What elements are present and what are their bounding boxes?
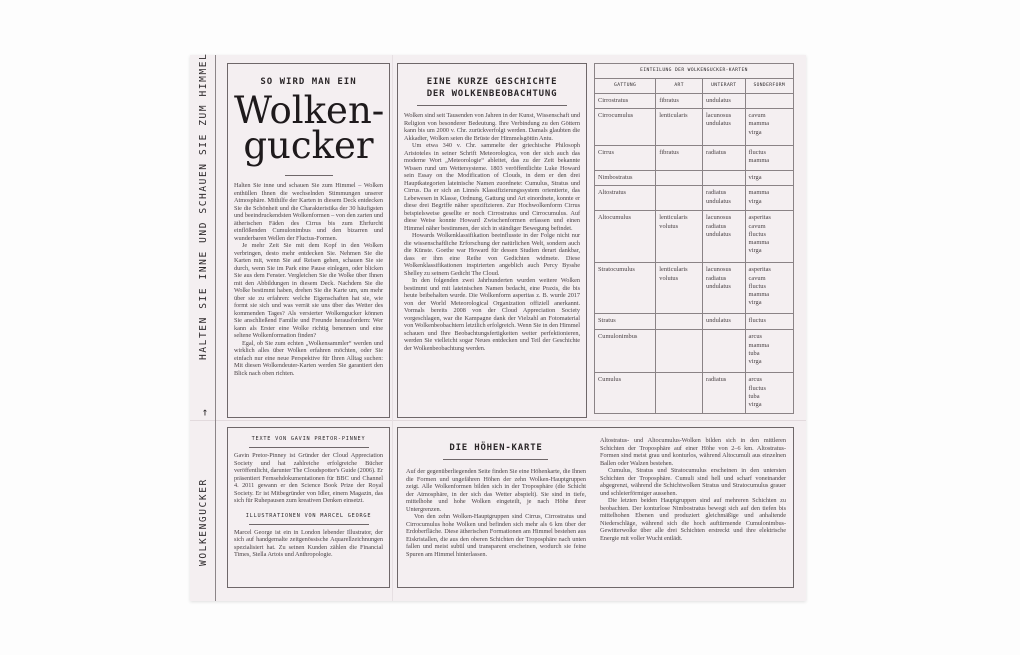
art-cell <box>656 373 703 414</box>
vertical-fold <box>392 55 393 601</box>
credits-panel <box>227 427 390 588</box>
unterart-cell <box>703 171 746 186</box>
gattung-cell: Altostratus <box>595 186 656 211</box>
gattung-cell: Cumulus <box>595 373 656 414</box>
art-cell: fibratus <box>656 146 703 171</box>
paragraph: Cumulus, Stratus und Stratocumulus erscheinen in den untersten Schichten der Troposphäre. Cumuli sind hell und scharf voneinander abgegrenzt, während die Schichtwolken Stratus und Stratocumulus grauer und schleierförmiger aussehen. <box>600 467 786 497</box>
sonderform-cell <box>745 94 793 109</box>
col-unterart: UNTERART <box>703 79 746 94</box>
sonderform-cell: virga <box>745 171 793 186</box>
sonderform-cell: mamma virga <box>745 186 793 211</box>
paragraph: Altostratus- und Altocumulus-Wolken bilden sich in den mittleren Schichten der Troposphäre auf einer Höhe von 2–6 km. Altostratus-Formen sind meist grau und konturlos, während Altocumuli aus einzelnen Ballen oder Walzen bestehen. <box>600 437 786 467</box>
table-title: EINTEILUNG DER WOLKENGUCKER-KARTEN <box>595 64 794 79</box>
unterart-cell: radiatus undulatus <box>703 186 746 211</box>
art-cell <box>656 171 703 186</box>
title-line-2: gucker <box>243 124 374 167</box>
history-panel <box>397 63 587 418</box>
classification-table-panel <box>594 63 794 414</box>
horizontal-fold <box>190 420 806 421</box>
illustrations-credit-body: Marcel George ist ein in London lebender Illustrator, der sich auf handgemalte zeitgenössische Aquarellzeichnungen spezialisiert hat. Zu seinen Kunden zählen die Financial Times, Stella Artois und Anthropologie. <box>234 528 383 558</box>
history-text <box>404 112 580 352</box>
texts-credit-title: TEXTE VON GAVIN PRETOR-PINNEY <box>251 436 366 442</box>
sonderform-cell: arcus mamma tuba virga <box>745 330 793 373</box>
table-row <box>595 314 794 330</box>
sonderform-cell: cavum mamma virga <box>745 109 793 146</box>
gattung-cell: Cirrus <box>595 146 656 171</box>
art-cell: lenticularis volutus <box>656 211 703 263</box>
heights-panel <box>397 427 794 588</box>
paragraph: In den folgenden zwei Jahrhunderten wurden weitere Wolken bestimmt und mit lateinischen Namen bedacht, eine Praxis, die bis heute beibehalten wurde. Die Wolkenform asperitas z. B. wurde 2017 von der World Meteorological Organization offiziell anerkannt. Vormals bereits 2008 von der Cloud Appreciation Society vorgeschlagen, war die Kampagne dank der Vielzahl an Fotomaterial von Wolkenbeobachtern letztlich erfolgreich. Wenn Sie in den Himmel schauen und Ihre Beobachtungsfertigkeiten weiter perfektionieren, werden Sie vielleicht sogar Neues entdecken und Teil der Geschichte der Wolkenbeobachtung werden. <box>404 277 580 352</box>
intro-title <box>234 89 385 167</box>
table-row <box>595 263 794 314</box>
paragraph: Je mehr Zeit Sie mit dem Kopf in den Wolken verbringen, desto mehr entdecken Sie. Nehmen Sie die Karten mit, wenn Sie auf Reisen gehen, schauen Sie sie durch, wenn Sie im Park eine Pause einlegen, oder blicken Sie aus dem Fenster. Vergleichen Sie die Wolke über Ihnen mit den Abbildungen in diesem Deck. Nachdem Sie die Wolke bestimmt haben, drehen Sie die Karte um, um mehr über sie zu erfahren: welche Eigenschaften hat sie, wie formt sie sich und was verrät sie uns über das Wetter des kommenden Tages? Als versierter Wolkengucker können Sie anschließend Familie und Freunde herausfordern: Wer kann als Erster eine Wolke richtig benennen und eine seltene Wolkenformation finden? <box>234 242 383 339</box>
gattung-cell: Cirrostratus <box>595 94 656 109</box>
paragraph: Howards Wolkenklassifikation beeinflusste in der Folge nicht nur die wissenschaftliche Erforschung der natürlichen Welt, sondern auch die Künste. Goethe war Howard für dessen Studien derart dankbar, dass er ihm eine Reihe von Gedichten widmete. Diese Wolkenklassifikationen inspirierten angeblich auch Percy Bysshe Shelley zu seinem Gedicht The Cloud. <box>404 232 580 277</box>
history-title: EINE KURZE GESCHICHTE DER WOLKENBEOBACHTUNG <box>426 77 558 99</box>
art-cell: lenticularis <box>656 109 703 146</box>
table-row <box>595 171 794 186</box>
intro-kicker: SO WIRD MAN EIN <box>260 77 357 87</box>
col-sonderform: SONDERFORM <box>745 79 793 94</box>
divider <box>443 459 548 460</box>
paragraph: Egal, ob Sie zum echten „Wolkensammler“ werden und wirklich alles über Wolken erfahren möchten, oder Sie einfach nur eine neue Perspektive für Ihren Alltag suchen: Mit diesen Wolkendeuter-Karten werden Sie garantiert den Blick nach oben richten. <box>234 339 383 377</box>
divider <box>249 524 369 525</box>
sonderform-cell: fluctus <box>745 314 793 330</box>
strip-brand: WOLKENGUCKER <box>198 478 209 566</box>
table-row <box>595 211 794 263</box>
table-row <box>595 146 794 171</box>
gattung-cell: Cirrocumulus <box>595 109 656 146</box>
classification-table <box>594 63 794 414</box>
col-gattung: GATTUNG <box>595 79 656 94</box>
divider <box>249 447 369 448</box>
unterart-cell: radiatus <box>703 146 746 171</box>
title-line-1: Wolken- <box>234 89 385 132</box>
arrow-icon: → <box>198 407 211 416</box>
paragraph: Die letzten beiden Hauptgruppen sind auf mehreren Schichten zu beobachten. Der konturlose Nimbostratus bewegt sich auf den tiefen bis mittelhohen Ebenen und produziert gleichmäßige und anhaltende Niederschläge, während sich die hoch auftürmende Cumulonimbus-Gewitterwolke über alle drei Schichten erstreckt und ihre elektrische Energie mit voller Wucht entlädt. <box>600 497 786 542</box>
art-cell: fibratus <box>656 94 703 109</box>
table-row <box>595 109 794 146</box>
divider <box>285 175 333 176</box>
table-row <box>595 330 794 373</box>
sonderform-cell: asperitas cavum fluctus mamma virga <box>745 263 793 314</box>
paragraph: Von den zehn Wolken-Hauptgruppen sind Cirrus, Cirrostratus und Cirrocumulus hohe Wolken und befinden sich mehr als 6 km über der Erdoberfläche. Diese ätherischen Formationen am Himmel bestehen aus Eiskristallen, die aus den oberen Schichten der Troposphäre nach unten fallen und meist subtil und transparent erscheinen, wodurch sie feine Spuren am Himmel hinterlassen. <box>406 513 586 558</box>
gattung-cell: Stratocumulus <box>595 263 656 314</box>
table-row <box>595 94 794 109</box>
unterart-cell: radiatus <box>703 373 746 414</box>
paragraph: Um etwa 340 v. Chr. sammelte der griechische Philosoph Aristoteles in seiner Schrift Meteorologica, von der sich auch das moderne Wort „Meteorologie“ ableitet, das zu der Zeit bekannte Wissen rund um Wettersysteme. 1803 veröffentlichte Luke Howard sein Essay on the Modification of Clouds, in dem er den drei Hauptkategorien lateinische Namen zuordnete: Cumulus, Stratus und Cirrus. Da er sich an Linnés Klassifizierungssystem orientierte, das Lebewesen in Klasse, Ordnung, Gattung und Art einordnete, konnte er diese drei Begriffe näher spezifizieren. Zur Hochwolkenform Cirrus beispielsweise gesellte er noch Cirrostratus und Cirrocumulus. Auf diese Weise konnte Howard Zwischenformen erfassen und einen Himmel näher bestimmen, der sich in ständiger Bewegung befindet. <box>404 142 580 232</box>
heights-title: DIE HÖHEN-KARTE <box>449 443 543 453</box>
table-row <box>595 373 794 414</box>
unterart-cell: lacunosus radiatus undulatus <box>703 211 746 263</box>
sonderform-cell: asperitas cavum fluctus mamma virga <box>745 211 793 263</box>
art-cell <box>656 314 703 330</box>
illustrations-credit-title: ILLUSTRATIONEN VON MARCEL GEORGE <box>245 512 372 519</box>
table-row <box>595 186 794 211</box>
paragraph: Halten Sie inne und schauen Sie zum Himmel – Wolken enthüllen Ihnen die wechselnden Stimmungen unserer Atmosphäre. Mithilfe der Karten in diesem Deck entdecken Sie die Schönheit und die Charakteristika der 30 häufigsten und beeindruckendsten Wolkenformen – von den zarten und ätherischen Fäden des Cirrus bis zum Ehrfurcht einflößenden Cumulonimbus und den bizarren und wunderbaren Wellen der Fluctus-Formen. <box>234 182 383 242</box>
strip-tagline: HALTEN SIE INNE UND SCHAUEN SIE ZUM HIMMEL <box>198 52 209 360</box>
divider <box>417 105 567 106</box>
paragraph: Wolken sind seit Tausenden von Jahren in der Kunst, Wissenschaft und Religion von besonderer Bedeutung. Ihre Verbindung zu den Göttern kann bis um 2000 v. Chr. zurückverfolgt werden. Damals glaubten die Akkadier, Wolken seien die Brüste der Himmelsgöttin Antu. <box>404 112 580 142</box>
gattung-cell: Nimbostratus <box>595 171 656 186</box>
unterart-cell: lacunosus radiatus undulatus <box>703 263 746 314</box>
paragraph: Auf der gegenüberliegenden Seite finden Sie eine Höhenkarte, die Ihnen die Formen und ungefähren Höhen der zehn Wolken-Hauptgruppen zeigt. Alle Wolkenformen bilden sich in der Troposphäre (die Schicht der Atmosphäre, in der sich das Wetter abspielt). Sie sind in tiefe, mittelhohe und hohe Wolken eingeteilt, je nach Höhe ihrer Untergrenzen. <box>406 468 586 513</box>
sonderform-cell: fluctus mamma <box>745 146 793 171</box>
heights-text-col2 <box>600 437 786 542</box>
unterart-cell: undulatus <box>703 94 746 109</box>
art-cell <box>656 186 703 211</box>
gattung-cell: Altocumulus <box>595 211 656 263</box>
texts-credit-body: Gavin Pretor-Pinney ist Gründer der Cloud Appreciation Society und hat zahlreiche erfolgreiche Bücher veröffentlicht, darunter The Cloudspotter's Guide (2006). Er präsentiert Fernsehdokumentationen für BBC und Channel 4. 2011 gewann er den Science Book Prize der Royal Society. Er ist Mitbegründer von Idler, einem Magazin, das sich für Ruhepausen zum kreativen Denken einsetzt. <box>234 452 383 504</box>
intro-panel <box>227 63 390 418</box>
sonderform-cell: arcus fluctus tuba virga <box>745 373 793 414</box>
unterart-cell: lacunosus undulatus <box>703 109 746 146</box>
heights-text-col1 <box>406 468 586 558</box>
unterart-cell: undulatus <box>703 314 746 330</box>
gattung-cell: Cumulonimbus <box>595 330 656 373</box>
unterart-cell <box>703 330 746 373</box>
intro-text <box>234 182 383 377</box>
art-cell: lenticularis volutus <box>656 263 703 314</box>
art-cell <box>656 330 703 373</box>
gattung-cell: Stratus <box>595 314 656 330</box>
col-art: ART <box>656 79 703 94</box>
